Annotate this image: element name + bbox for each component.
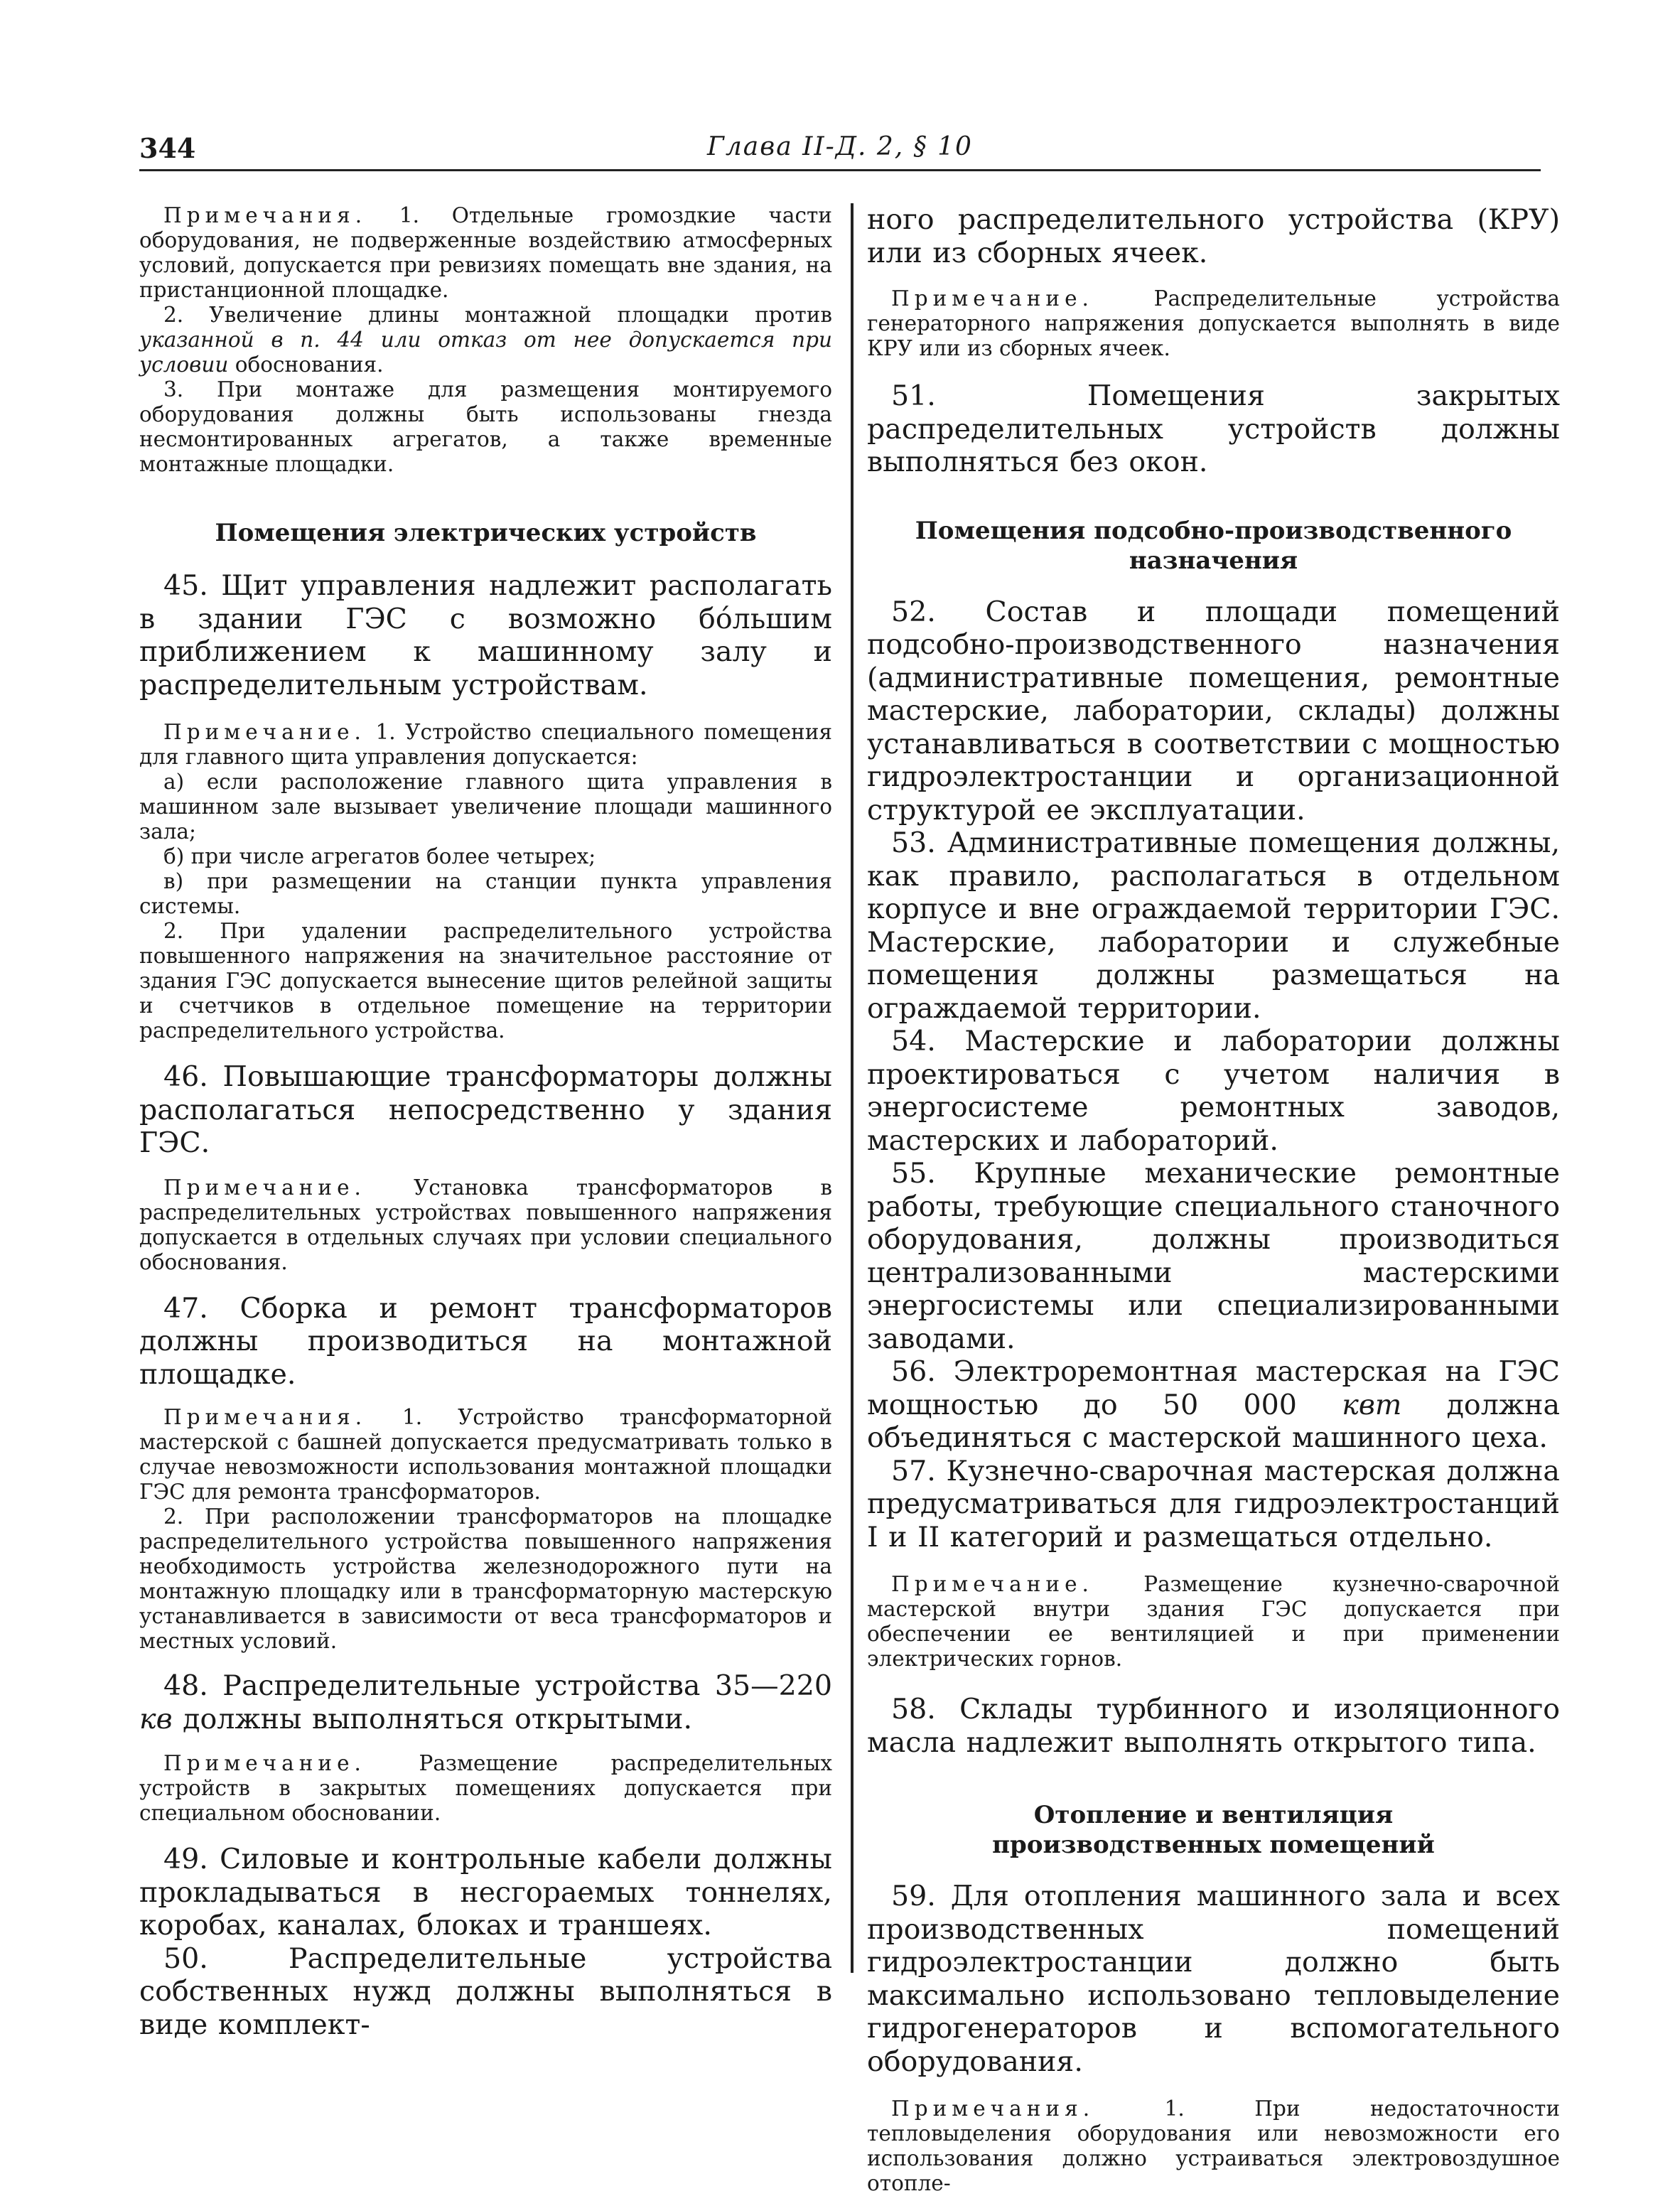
note-text: 2. Увеличение длины монтажной площадки против <box>163 303 832 327</box>
paragraph-57: 57. Кузнечно-сварочная мастерская должна предусматриваться для гидроэлектростанций I и II категорий и размещаться отдельно. <box>867 1454 1560 1554</box>
note-text: Распределительные устройства генераторного напряжения допускается выполнять в виде КРУ или из сборных ячеек. <box>867 286 1560 360</box>
right-column <box>867 203 1560 2196</box>
note-text: 1. Устройство трансформаторной мастерской с башней допускается предусматривать только в случае невозможности использования монтажной площадки ГЭС для ремонта трансформаторов. <box>139 1405 832 1504</box>
note-text: 2. При удалении распределительного устройства повышенного напряжения на значительное расстояние от здания ГЭС допускается вынесение щитов релейной защиты и счетчиков в отдельное помещение на территории распределительного устройства. <box>139 919 832 1043</box>
paragraph-49: 49. Силовые и контрольные кабели должны прокладываться в несгораемых тоннелях, коробах, каналах, блоках и траншеях. <box>139 1843 832 1942</box>
paragraph-text: 48. Распределительные устройства 35—220 <box>163 1669 832 1702</box>
paragraph-47: 47. Сборка и ремонт трансформаторов должны производиться на монтажной площадке. <box>139 1291 832 1391</box>
note-text: 3. При монтаже для размещения монтируемого оборудования должны быть использованы гнезда несмонтированных агрегатов, а также временные монтажные площадки. <box>139 377 832 476</box>
note-50 <box>867 286 1560 361</box>
header-rule <box>139 169 1541 171</box>
note-47 <box>139 1405 832 1654</box>
section-heading: Помещения электрических устройств <box>215 519 757 547</box>
section-heading: Помещения подсобно-производственного назначения <box>915 516 1512 575</box>
paragraph-text: должны выполняться открытыми. <box>172 1702 693 1735</box>
paragraph-45: 45. Щит управления надлежит располагать в здании ГЭС с возможно бо́льшим приближением к машинному залу и распределительным устройствам. <box>139 569 832 701</box>
running-title: Глава II-Д. 2, § 10 <box>707 132 973 161</box>
note-text: обоснования. <box>228 352 384 377</box>
section-heading: Отопление и вентиляция производственных помещений <box>992 1801 1435 1859</box>
note-44 <box>139 203 832 477</box>
note-text: Установка трансформаторов в распределительных устройствах повышенного напряжения допускается в отдельных случаях при условии специального обоснования. <box>139 1175 832 1274</box>
note-label: Примечание. <box>163 1751 366 1775</box>
note-text: 2. При расположении трансформаторов на площадке распределительного устройства повышенного напряжения необходимость устройства железнодорожного пути на монтажную площадку или в трансформаторную мастерскую устанавливается в зависимости от веса трансформаторов и местных условий. <box>139 1505 832 1653</box>
note-text: в) при размещении на станции пункта управления системы. <box>139 869 832 918</box>
note-45 <box>139 720 832 1043</box>
note-label: Примечание. <box>163 720 366 744</box>
paragraph-51: 51. Помещения закрытых распределительных устройств должны выполняться без окон. <box>867 380 1560 478</box>
paragraph-53: 53. Административные помещения должны, как правило, располагаться в отдельном корпусе и вне ограждаемой территории ГЭС. Мастерские, лаборатории и служебные помещения должны размещаться на ограждаемой территории. <box>867 827 1560 1025</box>
unit-text: кв <box>139 1702 173 1735</box>
paragraph-56 <box>867 1355 1560 1455</box>
paragraph-48 <box>139 1669 832 1735</box>
paragraph-text: должна объединяться с мастерской машинного цеха. <box>867 1388 1561 1454</box>
note-59 <box>867 2097 1560 2196</box>
note-text: 1. При недостаточности тепловыделения оборудования или невозможности его использования должно устраиваться электровоздушное отопле- <box>867 2097 1560 2195</box>
note-46 <box>139 1175 832 1275</box>
paragraph-58: 58. Склады турбинного и изоляционного масла надлежит выполнять открытого типа. <box>867 1693 1560 1759</box>
note-text: б) при числе агрегатов более четырех; <box>163 844 596 868</box>
note-text: Размещение кузнечно-сварочной мастерской внутри здания ГЭС допускается при обеспечении ее вентиляцией и при применении электрических горнов. <box>867 1572 1560 1671</box>
paragraph-46: 46. Повышающие трансформаторы должны располагаться непосредственно у здания ГЭС. <box>139 1060 832 1159</box>
page-number: 344 <box>139 132 196 164</box>
note-text: 1. Устройство специального помещения для главного щита управления допускается: <box>139 720 832 769</box>
note-label: Примечание. <box>891 286 1094 311</box>
note-label: Примечания. <box>163 1405 367 1429</box>
left-column <box>139 203 832 2041</box>
paragraph-54: 54. Мастерские и лаборатории должны проектироваться с учетом наличия в энергосистеме ремонтных заводов, мастерских и лабораторий. <box>867 1025 1560 1157</box>
paragraph-52: 52. Состав и площади помещений подсобно-производственного назначения (административные помещения, ремонтные мастерские, лаборатории, склады) должны устанавливаться в соответствии с мощностью гидроэлектростанции и организационной структурой ее эксплуатации. <box>867 595 1560 827</box>
paragraph-59: 59. Для отопления машинного зала и всех производственных помещений гидроэлектростанции должно быть максимально использовано тепловыделение гидрогенераторов и вспомогательного оборудования. <box>867 1880 1560 2078</box>
note-label: Примечание. <box>891 1572 1094 1596</box>
page-header <box>139 132 1541 175</box>
note-text: указанной в п. 44 или отказ от нее допускается при условии <box>139 328 832 377</box>
paragraph-55: 55. Крупные механические ремонтные работы, требующие специального станочного оборудования, должны производиться централизованными мастерскими энергосистемы или специализированными заводами. <box>867 1157 1560 1355</box>
note-48 <box>139 1751 832 1826</box>
column-divider <box>851 203 854 1973</box>
note-label: Примечание. <box>163 1175 366 1200</box>
unit-text: квт <box>1342 1388 1402 1421</box>
paragraph-50-continued: ного распределительного устройства (КРУ) или из сборных ячеек. <box>867 203 1560 269</box>
note-text: Размещение распределительных устройств в закрытых помещениях допускается при специальном обосновании. <box>139 1751 832 1825</box>
note-label: Примечания. <box>163 203 367 227</box>
note-57 <box>867 1572 1560 1672</box>
paragraph-text: 56. Электроремонтная мастерская на ГЭС мощностью до 50 000 <box>867 1355 1560 1421</box>
paragraph-50: 50. Распределительные устройства собственных нужд должны выполняться в виде комплект- <box>139 1942 832 2041</box>
note-label: Примечания. <box>891 2097 1095 2121</box>
note-text: а) если расположение главного щита управления в машинном зале вызывает увеличение площади машинного зала; <box>139 770 832 844</box>
note-text: 1. Отдельные громоздкие части оборудования, не подверженные воздействию атмосферных условий, допускается при ревизиях помещать вне здания, на пристанционной площадке. <box>139 203 832 302</box>
